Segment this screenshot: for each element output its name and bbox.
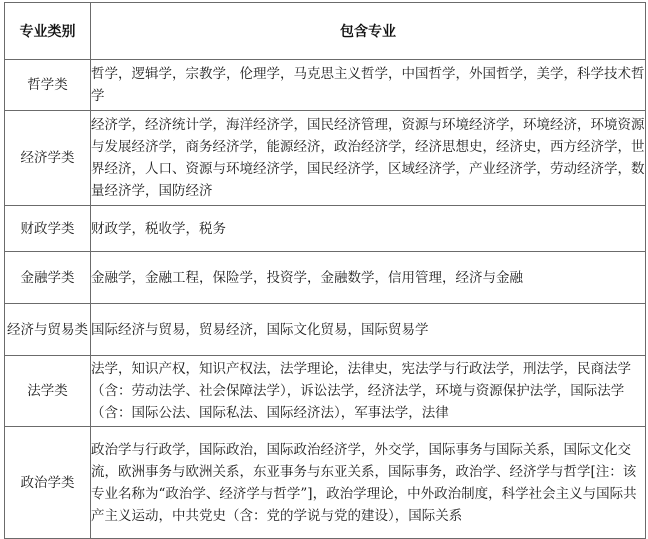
table-row — [5, 427, 646, 539]
majors-cell: 法学，知识产权，知识产权法，法学理论，法律史，宪法学与行政法学，刑法学，民商法学（含：劳动法学、社会保障法学），诉讼法学，经济法学，环境与资源保护法学，国际法学（含：国际公法、国际私法、国际经济法），军事法学，法律 — [91, 356, 646, 427]
category-cell: 经济学类 — [5, 111, 91, 206]
majors-table — [4, 2, 646, 539]
header-row — [5, 3, 646, 60]
majors-cell: 财政学，税收学，税务 — [91, 206, 646, 252]
table-row — [5, 252, 646, 304]
majors-cell: 政治学与行政学，国际政治，国际政治经济学，外交学，国际事务与国际关系，国际文化交流，欧洲事务与欧洲关系，东亚事务与东亚关系，国际事务，政治学、经济学与哲学[注：该专业名称为“政治学、经济学与哲学”]，政治学理论，中外政治制度，科学社会主义与国际共产主义运动，中共党史（含：党的学说与党的建设），国际关系 — [91, 427, 646, 539]
category-cell: 哲学类 — [5, 60, 91, 111]
header-majors: 包含专业 — [91, 3, 646, 60]
category-cell: 经济与贸易类 — [5, 304, 91, 356]
majors-cell: 金融学，金融工程，保险学，投资学，金融数学，信用管理，经济与金融 — [91, 252, 646, 304]
table-row — [5, 60, 646, 111]
table-row — [5, 304, 646, 356]
category-cell: 金融学类 — [5, 252, 91, 304]
header-category: 专业类别 — [5, 3, 91, 60]
category-cell: 政治学类 — [5, 427, 91, 539]
table-row — [5, 356, 646, 427]
majors-cell: 经济学，经济统计学，海洋经济学，国民经济管理，资源与环境经济学，环境经济，环境资源与发展经济学，商务经济学，能源经济，政治经济学，经济思想史，经济史，西方经济学，世界经济，人口、资源与环境经济学，国民经济学，区域经济学，产业经济学，劳动经济学，数量经济学，国防经济 — [91, 111, 646, 206]
table-row — [5, 206, 646, 252]
category-cell: 财政学类 — [5, 206, 91, 252]
table-row — [5, 111, 646, 206]
category-cell: 法学类 — [5, 356, 91, 427]
majors-cell: 国际经济与贸易，贸易经济，国际文化贸易，国际贸易学 — [91, 304, 646, 356]
majors-cell: 哲学，逻辑学，宗教学，伦理学，马克思主义哲学，中国哲学，外国哲学，美学，科学技术哲学 — [91, 60, 646, 111]
